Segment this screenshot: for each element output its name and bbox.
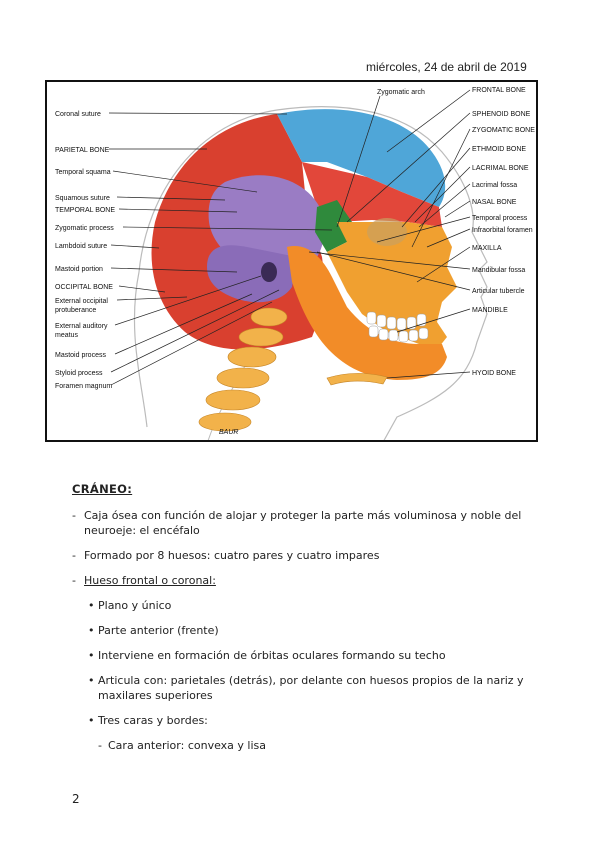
label-temporal-process: Temporal process	[472, 215, 528, 222]
label-mandible: MANDIBLE	[472, 307, 508, 314]
list-item	[72, 598, 542, 613]
label-lacrimal-fossa: Lacrimal fossa	[472, 182, 518, 189]
label-mandibular-fossa: Mandibular fossa	[472, 267, 526, 274]
orbit	[367, 218, 407, 246]
label-infraorbital-foramen: Infraorbital foramen	[472, 227, 533, 234]
artist-signature: BAUR	[219, 429, 239, 436]
label-mastoid-portion: Mastoid portion	[55, 266, 103, 273]
label-temporal-squama: Temporal squama	[55, 169, 111, 176]
label-foramen-magnum: Foramen magnum	[55, 383, 113, 390]
list-item-text: Caja ósea con función de alojar y proteger la parte más voluminosa y noble del neuroeje: el encéfalo	[84, 509, 522, 537]
label-nasal-bone: NASAL BONE	[472, 199, 517, 206]
list-item	[72, 648, 542, 663]
label-hyoid-bone: HYOID BONE	[472, 370, 516, 377]
label-coronal-suture: Coronal suture	[55, 111, 101, 118]
label-zygomatic-bone: ZYGOMATIC BONE	[472, 127, 535, 134]
content-list	[72, 508, 542, 753]
list-marker: -	[72, 549, 76, 562]
skull-anatomy-figure	[45, 80, 538, 442]
list-item	[72, 623, 542, 638]
list-item-text: Articula con: parietales (detrás), por delante con huesos propios de la nariz y maxilares superiores	[98, 674, 524, 702]
subheading-frontal-bone: Hueso frontal o coronal:	[84, 574, 216, 587]
label-squamous-suture: Squamous suture	[55, 195, 110, 202]
list-item	[72, 673, 542, 703]
section-heading: CRÁNEO:	[72, 482, 133, 496]
label-articular-tubercle: Articular tubercle	[472, 288, 525, 295]
label-lambdoid-suture: Lambdoid suture	[55, 243, 108, 250]
list-item-text: Parte anterior (frente)	[98, 624, 219, 637]
label-occipital-bone: OCCIPITAL BONE	[55, 284, 113, 291]
hyoid-bone	[327, 373, 387, 385]
external-auditory-meatus	[261, 262, 277, 282]
label-maxilla: MAXILLA	[472, 245, 502, 252]
label-frontal-bone: FRONTAL BONE	[472, 87, 526, 94]
bullet-marker: •	[88, 599, 95, 612]
label-external-auditory: External auditory	[55, 323, 108, 330]
label-parietal-bone: PARIETAL BONE	[55, 147, 110, 154]
list-item-text: Cara anterior: convexa y lisa	[108, 739, 266, 752]
label-sphenoid-bone: SPHENOID BONE	[472, 111, 531, 118]
list-item-text: Tres caras y bordes:	[98, 714, 208, 727]
label-temporal-bone: TEMPORAL BONE	[55, 207, 116, 214]
list-item	[72, 573, 542, 588]
bullet-marker: •	[88, 624, 95, 637]
list-item	[72, 508, 542, 538]
label-external-occipital: External occipital	[55, 298, 108, 305]
page-number: 2	[72, 792, 80, 806]
list-marker: -	[72, 509, 76, 522]
bullet-marker: •	[88, 674, 95, 687]
list-item	[72, 738, 542, 753]
list-item-text: Interviene en formación de órbitas oculares formando su techo	[98, 649, 446, 662]
list-item	[72, 548, 542, 563]
list-item-text: Formado por 8 huesos: cuatro pares y cuatro impares	[84, 549, 380, 562]
label-meatus: meatus	[55, 332, 78, 339]
bullet-marker: •	[88, 714, 95, 727]
list-item-text: Plano y único	[98, 599, 172, 612]
label-zygomatic-process: Zygomatic process	[55, 225, 114, 232]
label-mastoid-process: Mastoid process	[55, 352, 106, 359]
label-styloid-process: Styloid process	[55, 370, 103, 377]
label-protuberance: protuberance	[55, 307, 97, 314]
skull-illustration	[47, 82, 538, 442]
list-marker: -	[98, 739, 102, 752]
label-ethmoid-bone: ETHMOID BONE	[472, 146, 527, 153]
document-date: miércoles, 24 de abril de 2019	[366, 60, 527, 74]
list-item	[72, 713, 542, 728]
bullet-marker: •	[88, 649, 95, 662]
label-lacrimal-bone: LACRIMAL BONE	[472, 165, 529, 172]
label-zygomatic-arch: Zygomatic arch	[377, 89, 425, 96]
list-marker: -	[72, 574, 76, 587]
